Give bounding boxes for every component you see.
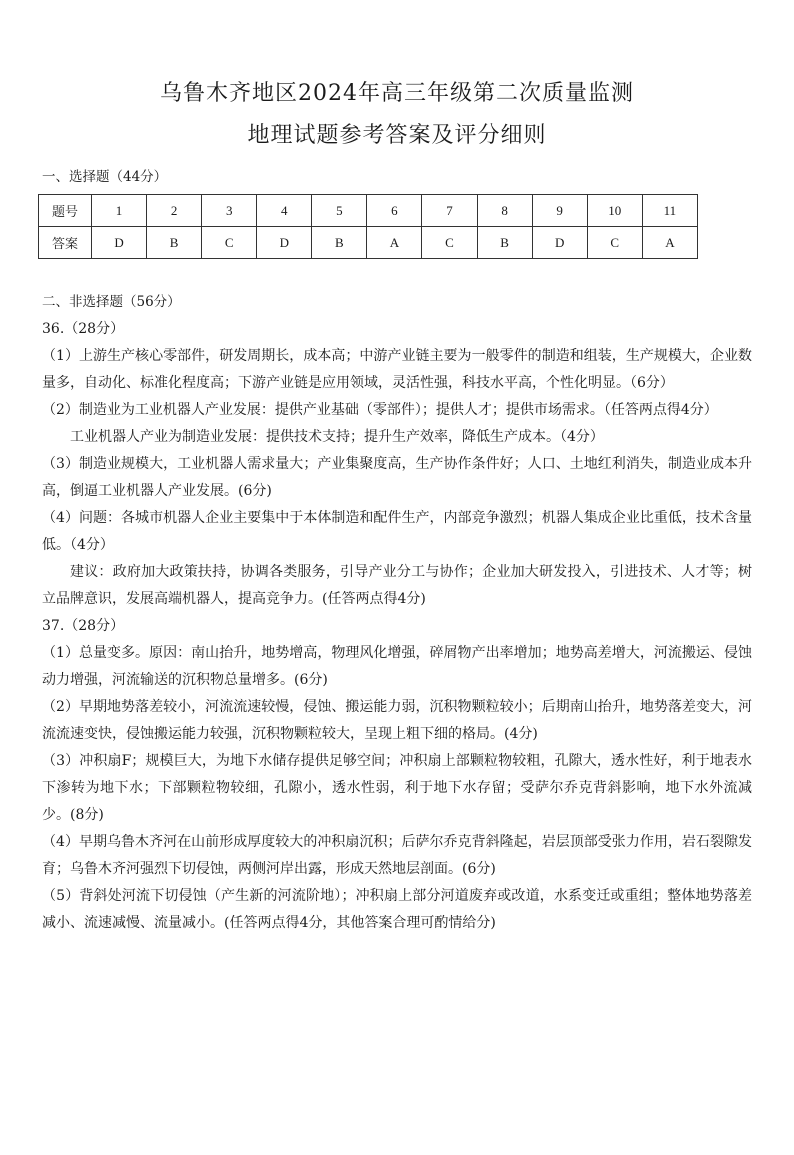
answer-paragraph: （2）早期地势落差较小，河流流速较慢，侵蚀、搬运能力弱，沉积物颗粒较小；后期南山抬升，地势落差变大，河流流速变快，侵蚀搬运能力较强，沉积物颗粒较大，呈现上粗下细的格局。(4分) bbox=[42, 699, 752, 742]
answer-paragraph: （5）背斜处河流下切侵蚀（产生新的河流阶地）；冲积扇上部分河道废弃或改道，水系变迁或重组；整体地势落差减小、流速减慢、流量减小。(任答两点得4分，其他答案合理可酌情给分) bbox=[42, 888, 752, 931]
page-subtitle: 地理试题参考答案及评分细则 bbox=[247, 123, 547, 148]
section-2-heading: 二、非选择题（56分） bbox=[42, 294, 181, 310]
table-cell: D bbox=[92, 227, 147, 259]
table-row-numbers bbox=[39, 195, 698, 227]
table-cell: 1 bbox=[92, 195, 147, 227]
table-row-answers bbox=[39, 227, 698, 259]
table-cell: C bbox=[422, 227, 477, 259]
table-cell: 2 bbox=[147, 195, 202, 227]
answer-paragraph: （3）冲积扇F；规模巨大，为地下水储存提供足够空间；冲积扇上部颗粒物较粗，孔隙大，透水性好，利于地表水下渗转为地下水；下部颗粒物较细，孔隙小，透水性弱，利于地下水存留；受萨尔乔克背斜影响，地下水外流减少。(8分) bbox=[42, 753, 752, 823]
answer-paragraph: （4）问题：各城市机器人企业主要集中于本体制造和配件生产，内部竞争激烈；机器人集成企业比重低，技术含量低。（4分） bbox=[42, 510, 752, 553]
table-cell: 8 bbox=[477, 195, 532, 227]
table-cell: D bbox=[257, 227, 312, 259]
row-label-number: 题号 bbox=[39, 195, 92, 227]
answer-paragraph: 工业机器人产业为制造业发展：提供技术支持；提升生产效率，降低生产成本。（4分） bbox=[70, 429, 604, 445]
table-cell: 3 bbox=[202, 195, 257, 227]
answer-paragraph: 建议：政府加大政策扶持，协调各类服务，引导产业分工与协作；企业加大研发投入，引进技术、人才等；树立品牌意识，发展高端机器人，提高竞争力。(任答两点得4分) bbox=[42, 564, 752, 607]
question-37-heading: 37.（28分） bbox=[42, 618, 125, 634]
answer-paragraph: （3）制造业规模大，工业机器人需求量大；产业集聚度高，生产协作条件好；人口、土地红利消失，制造业成本升高，倒逼工业机器人产业发展。(6分) bbox=[42, 456, 752, 499]
table-cell: 7 bbox=[422, 195, 477, 227]
answer-paragraph: （2）制造业为工业机器人产业发展：提供产业基础（零部件）；提供人才；提供市场需求。（任答两点得4分） bbox=[42, 402, 718, 418]
table-cell: D bbox=[532, 227, 587, 259]
table-cell: 5 bbox=[312, 195, 367, 227]
answer-paragraph: （1）上游生产核心零部件，研发周期长，成本高；中游产业链主要为一般零件的制造和组装，生产规模大，企业数量多，自动化、标准化程度高；下游产业链是应用领域，灵活性强，科技水平高，个性化明显。（6分） bbox=[42, 348, 752, 391]
question-36-heading: 36.（28分） bbox=[42, 321, 125, 337]
table-cell: B bbox=[477, 227, 532, 259]
table-cell: A bbox=[367, 227, 422, 259]
answer-paragraph: （1）总量变多。原因：南山抬升，地势增高，物理风化增强，碎屑物产出率增加；地势高差增大，河流搬运、侵蚀动力增强，河流输送的沉积物总量增多。(6分) bbox=[42, 645, 752, 688]
answer-table bbox=[38, 194, 698, 259]
table-cell: B bbox=[312, 227, 367, 259]
table-cell: C bbox=[587, 227, 642, 259]
table-cell: B bbox=[147, 227, 202, 259]
section-1-heading: 一、选择题（44分） bbox=[42, 169, 168, 185]
row-label-answer: 答案 bbox=[39, 227, 92, 259]
table-cell: 6 bbox=[367, 195, 422, 227]
page-title: 乌鲁木齐地区2024年高三年级第二次质量监测 bbox=[160, 81, 634, 106]
table-cell: 10 bbox=[587, 195, 642, 227]
table-cell: 11 bbox=[642, 195, 697, 227]
answer-body bbox=[42, 316, 752, 937]
table-cell: 9 bbox=[532, 195, 587, 227]
table-cell: C bbox=[202, 227, 257, 259]
table-cell: A bbox=[642, 227, 697, 259]
answer-paragraph: （4）早期乌鲁木齐河在山前形成厚度较大的冲积扇沉积；后萨尔乔克背斜隆起，岩层顶部受张力作用，岩石裂隙发育；乌鲁木齐河强烈下切侵蚀，两侧河岸出露，形成天然地层剖面。(6分) bbox=[42, 834, 752, 877]
table-cell: 4 bbox=[257, 195, 312, 227]
